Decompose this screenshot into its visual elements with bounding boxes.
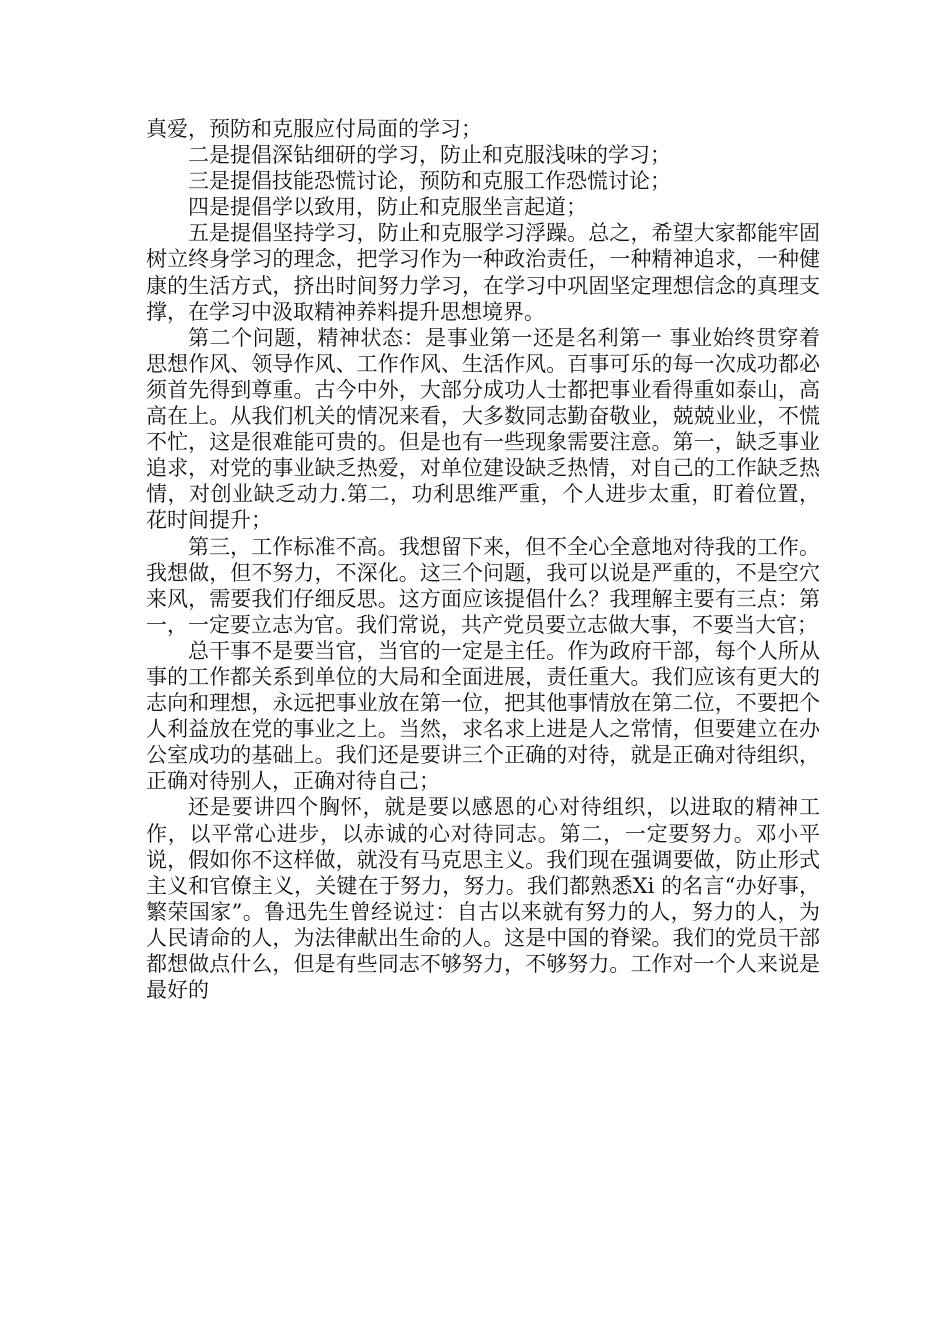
paragraph-continuation: 真爱，预防和克服应付局面的学习； — [146, 117, 482, 141]
document-body — [146, 116, 820, 1003]
paragraph-point-four: 四是提倡学以致用，防止和克服坐言起道； — [188, 195, 587, 220]
paragraph-point-five: 五是提倡坚持学习，防止和克服学习浮躁。总之，希望大家都能牢固树立终身学习的理念，把学习作为一种政治责任，一种精神追求，一种健康的生活方式，挤出时间努力学习，在学习中巩固坚定理想信念的真理支撑，在学习中汲取精神养料提升思想境界。 — [146, 221, 820, 324]
paragraph-point-three: 三是提倡技能恐慌讨论，预防和克服工作恐慌讨论； — [188, 169, 671, 194]
paragraph-director-general: 总干事不是要当官，当官的一定是主任。作为政府干部，每个人所从事的工作都关系到单位的大局和全面进展，责任重大。我们应该有更大的志向和理想，永远把事业放在第一位，把其他事情放在第二位，不要把个人利益放在党的事业之上。当然，求名求上进是人之常情，但要建立在办公室成功的基础上。我们还是要讲三个正确的对待，就是正确对待组织，正确对待别人，正确对待自己； — [146, 638, 820, 794]
paragraph-four-mindsets: 还是要讲四个胸怀，就是要以感恩的心对待组织，以进取的精神工作，以平常心进步，以赤诚的心对待同志。第二，一定要努力。邓小平说，假如你不这样做，就没有马克思主义。我们现在强调要做，防止形式主义和官僚主义，关键在于努力，努力。我们都熟悉Xi 的名言“办好事，繁荣国家”。鲁迅先生曾经说过：自古以来就有努力的人，努力的人，为人民请命的人，为法律献出生命的人。这是中国的脊梁。我们的党员干部都想做点什么，但是有些同志不够努力，不够努力。工作对一个人来说是最好的 — [146, 795, 820, 1003]
paragraph-second-question: 第二个问题，精神状态：是事业第一还是名利第一 事业始终贯穿着思想作风、领导作风、工作作风、生活作风。百事可乐的每一次成功都必须首先得到尊重。古今中外，大部分成功人士都把事业看得重如泰山，高高在上。从我们机关的情况来看，大多数同志勤奋敬业，兢兢业业，不慌不忙，这是很难能可贵的。但是也有一些现象需要注意。第一，缺乏事业追求，对党的事业缺乏热爱，对单位建设缺乏热情，对自己的工作缺乏热情，对创业缺乏动力.第二，功利思维严重，个人进步太重，盯着位置，花时间提升； — [146, 325, 820, 533]
paragraph-third-issue: 第三，工作标准不高。我想留下来，但不全心全意地对待我的工作。我想做，但不努力，不深化。这三个问题，我可以说是严重的，不是空穴来风，需要我们仔细反思。这方面应该提倡什么？我理解主要有三点：第一，一定要立志为官。我们常说，共产党员要立志做大事，不要当大官； — [146, 534, 820, 637]
paragraph-point-two: 二是提倡深钻细研的学习，防止和克服浅味的学习； — [188, 143, 671, 168]
